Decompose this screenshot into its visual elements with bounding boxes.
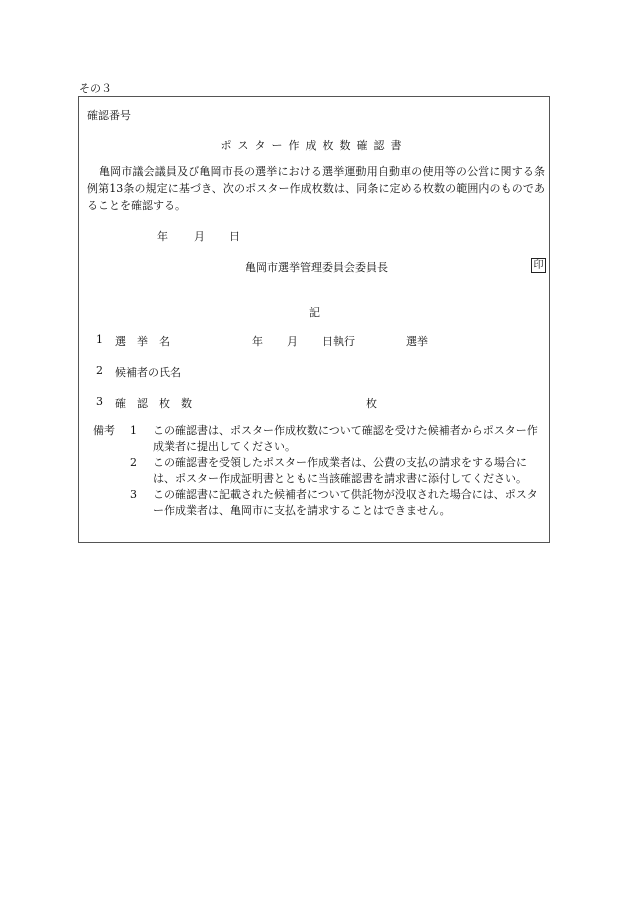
notes-section: [93, 423, 545, 519]
candidate-name-label: 候補者の氏名: [115, 366, 181, 379]
item-3-number: 3: [96, 395, 103, 408]
note-item: [93, 487, 545, 519]
date-day: 日: [229, 230, 240, 243]
note-text: この確認書に記載された候補者について供託物が没収された場合には、ポスター作成業者は、亀岡市に支払を請求することはできません。: [153, 488, 538, 517]
confirmed-count-label: 確 認 枚 数: [115, 397, 192, 410]
body-text: 亀岡市議会議員及び亀岡市長の選挙における選挙運動用自動車の使用等の公営に関する条例第13条の規定に基づき、次のポスター作成枚数は、同条に定める枚数の範囲内のものであることを確認する。: [87, 165, 545, 212]
note-text: この確認書は、ポスター作成枚数について確認を受けた候補者からポスター作成業者に提出してください。: [153, 424, 538, 453]
note-number: 3: [130, 488, 137, 501]
document-title: ポスター作成枚数確認書: [220, 139, 408, 152]
note-item: [93, 423, 545, 455]
note-item: [93, 455, 545, 487]
count-unit: 枚: [366, 397, 377, 410]
date-month: 月: [194, 230, 205, 243]
election-name-label: 選 挙 名: [115, 335, 170, 348]
date-year: 年: [157, 230, 168, 243]
item-1-number: 1: [96, 333, 103, 346]
confirmation-number-label: 確認番号: [87, 109, 131, 122]
election-month: 月: [287, 335, 298, 348]
note-text: この確認書を受領したポスター作成業者は、公費の支払の請求をする場合には、ポスター作成証明書とともに当該確認書を請求書に添付してください。: [153, 456, 527, 485]
election-held-day: 日執行: [322, 335, 355, 348]
ki-heading: 記: [309, 306, 320, 319]
election-suffix: 選挙: [406, 335, 428, 348]
form-number: その３: [79, 82, 112, 95]
item-2-number: 2: [96, 364, 103, 377]
issuer-title: 亀岡市選挙管理委員会委員長: [245, 261, 388, 274]
note-number: 1: [130, 424, 137, 437]
seal-mark: 印: [531, 258, 546, 273]
confirmation-form: [78, 96, 550, 543]
election-year: 年: [252, 335, 263, 348]
note-number: 2: [130, 456, 137, 469]
notes-heading: 備考: [93, 424, 115, 437]
